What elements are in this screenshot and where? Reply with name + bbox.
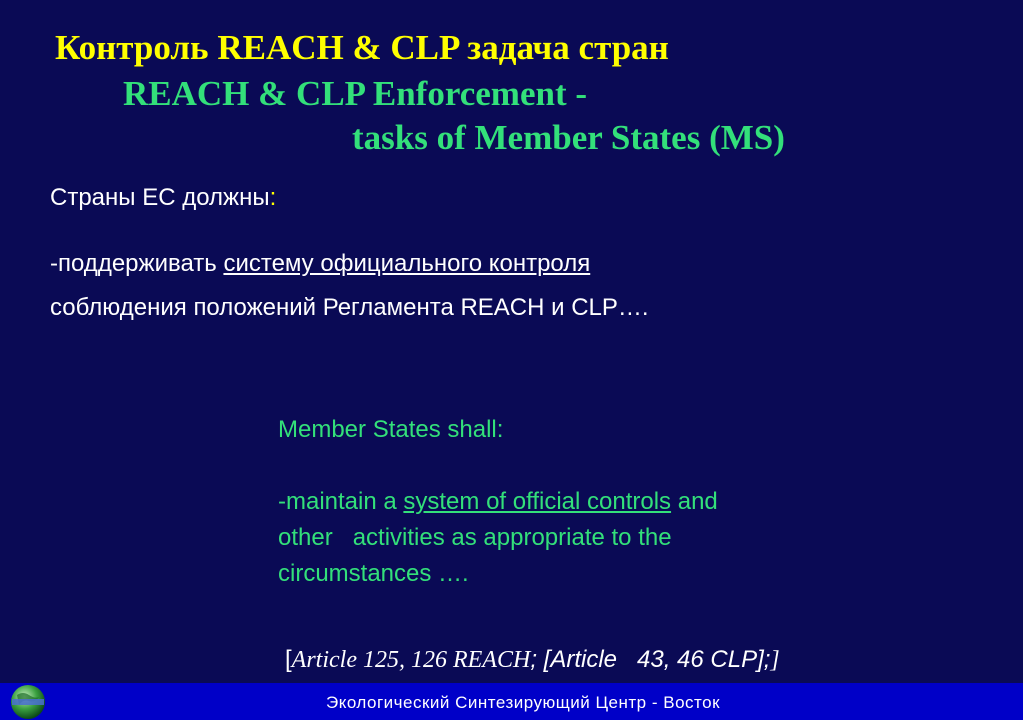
title-russian: Контроль REACH & CLP задача стран: [55, 28, 669, 67]
globe-logo-icon: [3, 683, 53, 720]
article-reference: [285, 646, 780, 674]
reference-close-bracket: ]: [770, 647, 780, 673]
russian-intro-colon: :: [269, 184, 277, 211]
reference-clp: ; [Article 43, 46 CLP];: [530, 646, 771, 673]
english-heading: Member States shall:: [278, 416, 504, 443]
footer-text: Экологический Синтезирующий Центр - Восток: [325, 693, 721, 712]
english-official-controls-link[interactable]: system of official controls: [403, 488, 672, 515]
russian-body-line-1: [50, 250, 590, 278]
title-english-line-1: REACH & CLP Enforcement -: [123, 74, 588, 113]
russian-intro-text: Страны ЕС должны: [50, 184, 270, 211]
english-line1-prefix: -maintain a: [278, 488, 404, 515]
english-line-1: [278, 484, 858, 520]
russian-body-line-2: соблюдения положений Регламента REACH и CLP….: [50, 294, 649, 321]
reference-reach: Article 125, 126 REACH: [291, 647, 531, 673]
russian-official-control-link[interactable]: систему официального контроля: [223, 250, 591, 277]
english-line-3: circumstances ….: [278, 560, 469, 587]
english-line1-rest: and: [671, 488, 718, 515]
title-english-line-2: tasks of Member States (MS): [352, 118, 785, 157]
english-line-2: other activities as appropriate to the: [278, 524, 672, 551]
reference-open-bracket: [: [285, 646, 292, 673]
english-spacer: [278, 448, 858, 484]
english-body: [278, 412, 858, 592]
russian-line1-prefix: -поддерживать: [50, 250, 224, 277]
russian-intro: [50, 184, 276, 212]
